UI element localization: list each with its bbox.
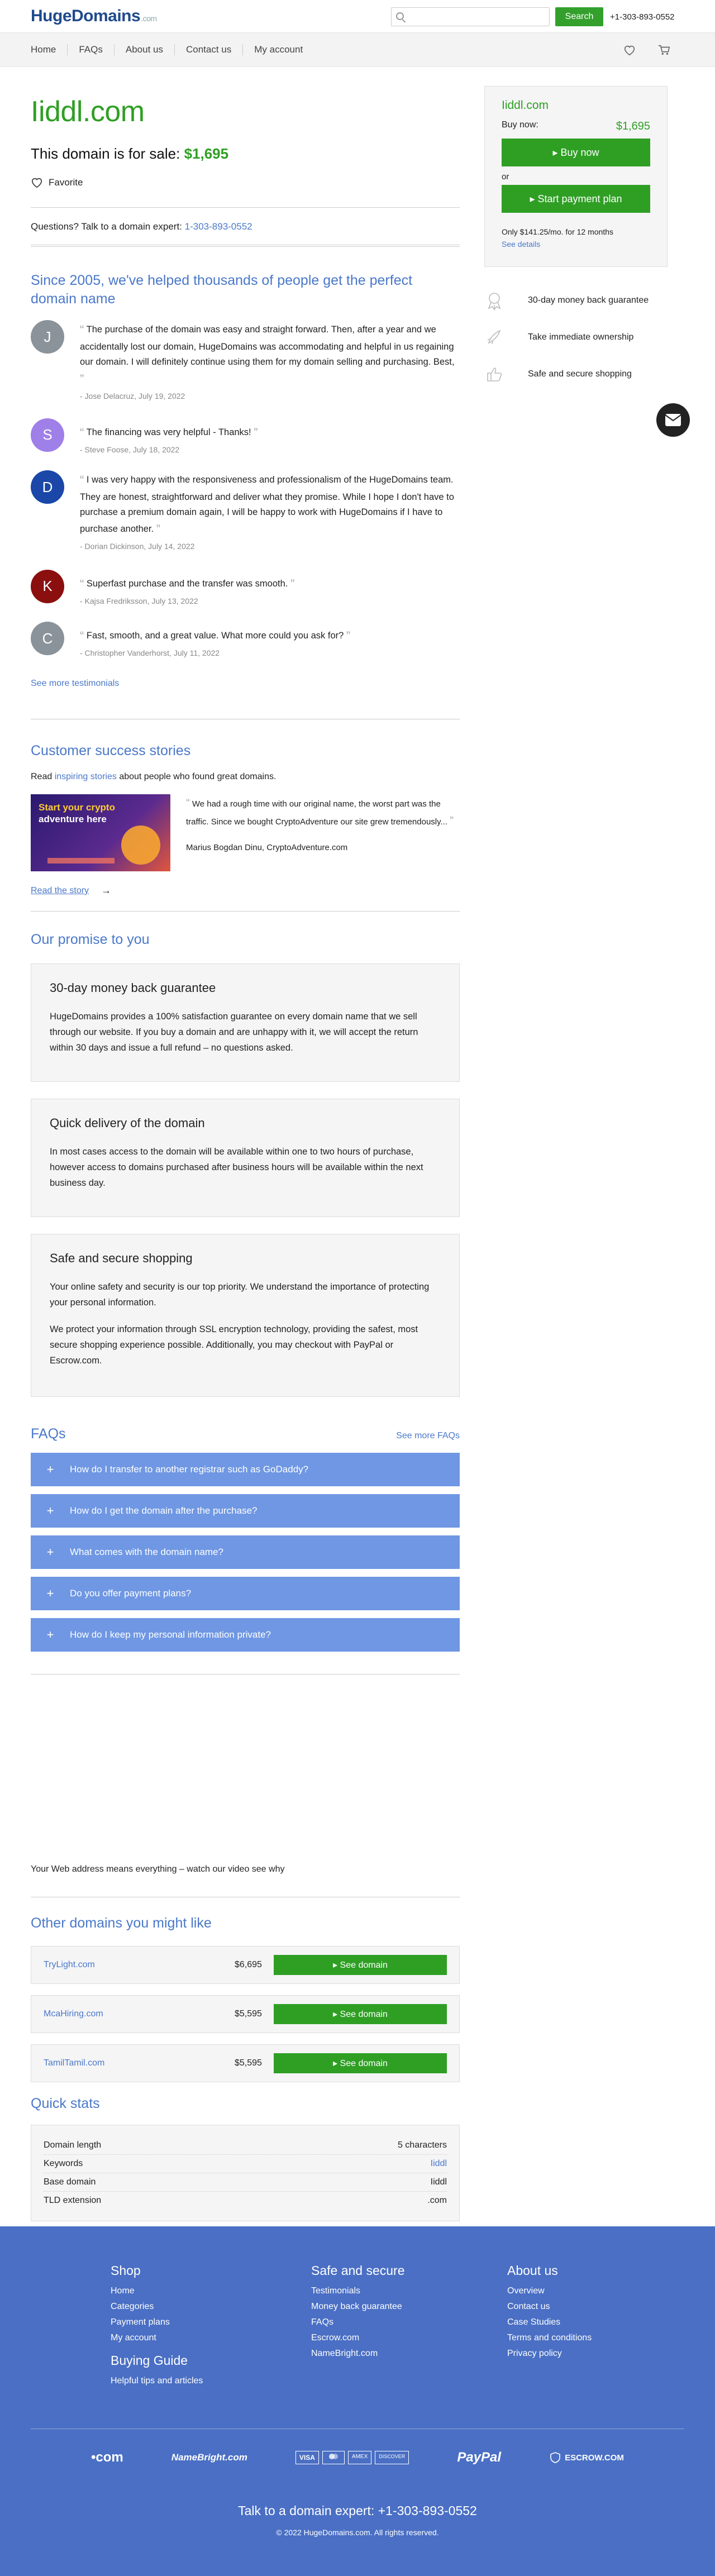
footer: [0, 2226, 715, 2576]
domain-title: Iiddl.com: [31, 96, 145, 128]
quote-close-icon: ”: [254, 425, 258, 440]
plus-icon: +: [46, 1504, 54, 1518]
medal-icon: [484, 290, 504, 311]
plus-icon: +: [46, 1628, 54, 1642]
plus-icon: +: [46, 1545, 54, 1559]
escrow-logo: ESCROW.COM: [549, 2451, 624, 2464]
promise-card-delivery: Quick delivery of the domain In most cases access to the domain will be available within one to two hours of purchase, however access to domains purchased after business hours will be available within the next business day.: [31, 1099, 460, 1217]
faq-item[interactable]: + What comes with the domain name?: [31, 1535, 460, 1569]
nav-my-account[interactable]: My account: [254, 44, 303, 55]
footer-col-shop: Shop Home Categories Payment plans My account Buying Guide Helpful tips and articles: [111, 2263, 203, 2386]
faq-item[interactable]: + How do I transfer to another registrar such as GoDaddy?: [31, 1453, 460, 1486]
nav-faqs[interactable]: FAQs: [68, 44, 115, 55]
read-story-row: [31, 885, 460, 896]
footer-link[interactable]: Home: [111, 2286, 135, 2296]
chat-icon: [665, 413, 681, 427]
quote-open-icon: “: [80, 629, 84, 643]
quote-open-icon: “: [186, 797, 190, 810]
faq-item[interactable]: + How do I keep my personal information private?: [31, 1618, 460, 1652]
stat-row: Domain length 5 characters: [44, 2136, 447, 2155]
search-input[interactable]: [392, 8, 549, 26]
promise-card-money-back: 30-day money back guarantee HugeDomains provides a 100% satisfaction guarantee on every domain name that we sell through our website. If you buy a domain and are unhappy with it, we will accept the return within 30 days and issue a full refund – no questions asked.: [31, 963, 460, 1082]
payment-cards: [295, 2451, 409, 2464]
benefit-item: 30-day money back guarantee: [484, 289, 668, 312]
partner-logos: [0, 2450, 715, 2465]
read-the-story-link[interactable]: Read the story: [31, 885, 89, 895]
success-story-image[interactable]: Start your crypto adventure here: [31, 794, 170, 871]
stat-row: Base domain Iiddl: [44, 2173, 447, 2192]
shield-icon: [549, 2451, 561, 2464]
other-domain-row: [31, 2044, 460, 2082]
plus-icon: +: [46, 1586, 54, 1601]
faq-item[interactable]: + Do you offer payment plans?: [31, 1577, 460, 1610]
testimonials-list: [31, 320, 460, 660]
quote-close-icon: ”: [290, 576, 295, 591]
benefits-list: [484, 289, 668, 385]
amex-icon: AMEX: [348, 2451, 371, 2464]
footer-talk[interactable]: Talk to a domain expert: +1-303-893-0552: [238, 2503, 477, 2518]
nav-about-us[interactable]: About us: [115, 44, 175, 55]
other-domain-link[interactable]: McaHiring.com: [44, 2009, 103, 2019]
benefit-item: Take immediate ownership: [484, 326, 668, 349]
testimonial-item: C “ Fast, smooth, and a great value. What more could you ask for? ” - Christopher Vanderhorst, July 11, 2022: [31, 622, 460, 660]
see-details-link[interactable]: See details: [502, 240, 541, 249]
discover-icon: DISCOVER: [375, 2451, 409, 2464]
arrow-right-icon[interactable]: →: [101, 885, 112, 896]
success-stories-heading: Customer success stories: [31, 742, 191, 759]
quick-stats-heading: Quick stats: [31, 2095, 100, 2111]
search-box: [391, 7, 550, 26]
faq-header: [31, 1425, 460, 1443]
testimonial-item: D “ I was very happy with the responsiveness and professionalism of the HugeDomains team. They are honest, straightforward and deliver what they promise. While I hope I don't have to purchase a premium domain again, I will be happy to work with HugeDomains if I have to purchase another. ” - Dorian Dickinson, July 14, 2022: [31, 470, 460, 553]
faq-item[interactable]: + How do I get the domain after the purchase?: [31, 1494, 460, 1528]
stat-row: Keywords Iiddl: [44, 2155, 447, 2173]
buy-now-line: Buy now: $1,695: [502, 120, 650, 132]
sale-line: This domain is for sale: $1,695: [31, 145, 229, 162]
other-domains-list: [31, 1946, 460, 2082]
nav-home[interactable]: Home: [31, 44, 68, 55]
quote-open-icon: “: [80, 473, 84, 488]
buy-now-button[interactable]: ▸ Buy now: [502, 139, 650, 166]
other-domain-row: [31, 1946, 460, 1984]
quote-close-icon: ”: [450, 815, 454, 828]
quote-close-icon: ”: [156, 522, 161, 537]
other-domain-price: $5,595: [235, 2009, 262, 2019]
footer-link[interactable]: Privacy policy: [507, 2349, 562, 2358]
avatar: C: [31, 622, 64, 655]
quick-stats-table: [31, 2125, 460, 2221]
footer-link[interactable]: My account: [111, 2333, 156, 2343]
decorative-bar: [47, 858, 115, 864]
favorite-button[interactable]: Favorite: [31, 177, 460, 188]
promise-heading: Our promise to you: [31, 932, 150, 948]
success-story: Start your crypto adventure here “ We had a rough time with our original name, the worst part was the traffic. Since we bought CryptoAdventure our site grew tremendously... ” Marius Bogdan Dinu, CryptoAdventure.com: [31, 794, 460, 871]
quote-close-icon: ”: [80, 371, 84, 386]
divider: [31, 1674, 460, 1675]
search-button[interactable]: Search: [555, 7, 603, 26]
faq-list: [31, 1453, 460, 1652]
search-area: [391, 7, 675, 26]
see-more-faqs-link[interactable]: See more FAQs: [396, 1430, 460, 1440]
namebright-logo: NameBright.com: [171, 2452, 247, 2463]
cart-icon[interactable]: [658, 44, 670, 59]
rocket-icon: [484, 327, 504, 347]
divider: [31, 911, 460, 912]
other-domain-price: $5,595: [235, 2058, 262, 2068]
video-text: Your Web address means everything – watch our video see why: [31, 1864, 285, 1874]
thumbs-up-icon: [484, 364, 504, 384]
payment-plan-text: Only $141.25/mo. for 12 months: [502, 227, 613, 236]
paypal-logo: PayPal: [457, 2450, 502, 2465]
footer-link[interactable]: NameBright.com: [311, 2349, 378, 2358]
keyword-link[interactable]: Iiddl: [430, 2159, 447, 2169]
footer-link[interactable]: Testimonials: [311, 2286, 361, 2296]
quote-close-icon: ”: [346, 629, 351, 643]
see-more-testimonials-link[interactable]: See more testimonials: [31, 678, 120, 688]
see-domain-button[interactable]: ▸ See domain: [274, 1955, 447, 1975]
footer-col-about: About us Overview Contact us Case Studies Terms and conditions Privacy policy: [507, 2263, 592, 2358]
dotcom-logo: •com: [91, 2450, 123, 2465]
promise-card-secure: Safe and secure shopping Your online safety and security is our top priority. We understand the importance of protecting your personal information. We protect your information through SSL encryption technology, providing the safest, most secure shopping experience possible. Additionally, you may checkout with PayPal or Escrow.com.: [31, 1234, 460, 1397]
stat-row: TLD extension .com: [44, 2196, 447, 2206]
nav-icons: [623, 44, 670, 59]
visa-icon: VISA: [295, 2451, 319, 2464]
see-domain-button[interactable]: ▸ See domain: [274, 2053, 447, 2073]
footer-link[interactable]: Terms and conditions: [507, 2333, 592, 2343]
other-domain-row: [31, 1995, 460, 2033]
faq-heading: FAQs: [31, 1425, 66, 1442]
favorites-heart-icon[interactable]: [623, 44, 636, 55]
avatar: S: [31, 418, 64, 452]
inspiring-stories-link[interactable]: inspiring stories: [54, 772, 117, 782]
main-content: [31, 67, 460, 2221]
avatar: D: [31, 470, 64, 504]
buy-box: Iiddl.com Buy now: $1,695 ▸ Buy now or ▸ Start payment plan Only $141.25/mo. for 12 months See details: [484, 86, 668, 267]
quote-open-icon: “: [80, 323, 84, 337]
footer-link[interactable]: Payment plans: [111, 2317, 170, 2327]
nav-contact-us[interactable]: Contact us: [175, 44, 243, 55]
footer-link[interactable]: FAQs: [311, 2317, 334, 2327]
testimonials-heading: Since 2005, we've helped thousands of people get the perfect domain name: [31, 273, 413, 307]
footer-link[interactable]: Money back guarantee: [311, 2302, 402, 2311]
mastercard-icon: [322, 2451, 345, 2464]
quote-open-icon: “: [80, 576, 84, 591]
expert-phone-link[interactable]: 1-303-893-0552: [184, 221, 252, 232]
testimonial-item: K “ Superfast purchase and the transfer was smooth. ” - Kajsa Fredriksson, July 13, 2022: [31, 570, 460, 608]
quote-open-icon: “: [80, 425, 84, 440]
search-icon: [396, 12, 404, 20]
other-domain-link[interactable]: TryLight.com: [44, 1959, 95, 1969]
coin-illustration: [121, 826, 160, 865]
footer-col-safe: Safe and secure Testimonials Money back guarantee FAQs Escrow.com NameBright.com: [311, 2263, 405, 2358]
see-domain-button[interactable]: ▸ See domain: [274, 2004, 447, 2024]
footer-link[interactable]: Categories: [111, 2302, 154, 2311]
footer-link[interactable]: Escrow.com: [311, 2333, 360, 2343]
buy-box-domain: Iiddl.com: [502, 99, 549, 112]
benefit-item: Safe and secure shopping: [484, 363, 668, 385]
other-domain-price: $6,695: [235, 1959, 262, 1969]
avatar: K: [31, 570, 64, 603]
plus-icon: +: [46, 1462, 54, 1477]
footer-copyright: © 2022 HugeDomains.com. All rights reserved.: [276, 2528, 439, 2537]
start-payment-plan-button[interactable]: ▸ Start payment plan: [502, 185, 650, 213]
header-phone[interactable]: +1-303-893-0552: [610, 12, 675, 22]
footer-link[interactable]: Helpful tips and articles: [111, 2376, 203, 2386]
other-domains-heading: Other domains you might like: [31, 1915, 212, 1931]
questions-line: Questions? Talk to a domain expert: 1-303-893-0552: [31, 221, 252, 232]
divider: [31, 245, 460, 247]
heart-icon: [31, 177, 43, 188]
footer-link[interactable]: Overview: [507, 2286, 545, 2296]
sale-price: $1,695: [184, 145, 229, 162]
chat-button[interactable]: [656, 403, 690, 437]
testimonial-item: J “ The purchase of the domain was easy and straight forward. Then, after a year and we accidentally lost our domain, HugeDomains was accommodating and helpful in us regaining our domain. I will definitely continue using them for my domain selling and purchasing. Best, ” - Jose Delacruz, July 19, 2022: [31, 320, 460, 403]
testimonial-item: S “ The financing was very helpful - Thanks! ” - Steve Foose, July 18, 2022: [31, 418, 460, 456]
success-intro: Read inspiring stories about people who found great domains.: [31, 772, 277, 782]
main-nav: [0, 32, 715, 67]
divider: [31, 207, 460, 208]
other-domain-link[interactable]: TamilTamil.com: [44, 2058, 105, 2068]
footer-link[interactable]: Case Studies: [507, 2317, 561, 2327]
footer-link[interactable]: Contact us: [507, 2302, 550, 2311]
avatar: J: [31, 320, 64, 354]
hugedomains-logo[interactable]: Huge Domains .com: [31, 7, 157, 25]
top-bar: [0, 0, 715, 32]
sidebar: [484, 86, 668, 385]
